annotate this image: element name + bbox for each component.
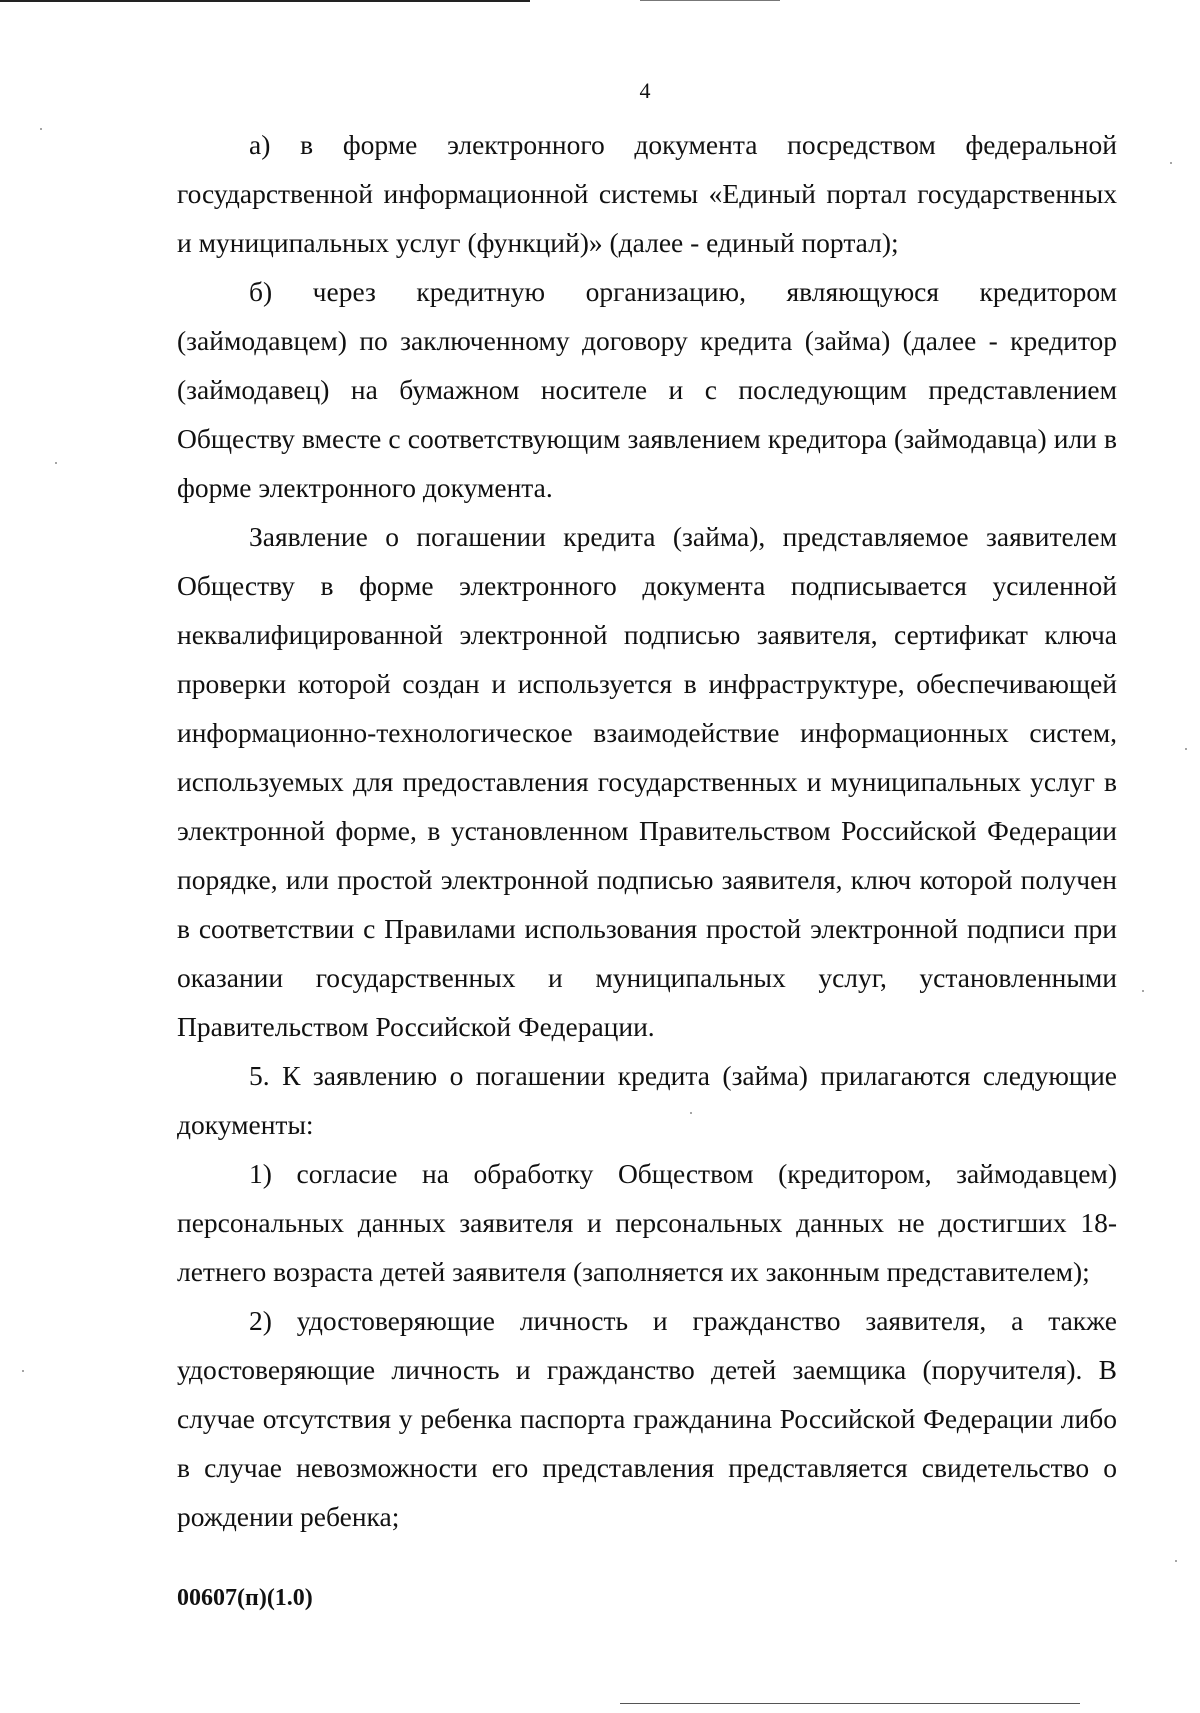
scan-edge-line (640, 0, 780, 1)
scan-speck (1142, 990, 1144, 992)
paragraph-b: б) через кредитную организацию, являющуюся кредитором (займодавцем) по заключенному договору кредита (займа) (далее - кредитор (займодавец) на бумажном носителе и с последующим представлением Обществу вместе с соответствующим заявлением кредитора (займодавца) или в форме электронного документа. (177, 276, 1117, 503)
paragraph-item-2: 2) удостоверяющие личность и гражданство заявителя, а также удостоверяющие личность и гражданство детей заемщика (поручителя). В случае отсутствия у ребенка паспорта гражданина Российской Федерации либо в случае невозможности его представления представляется свидетельство о рождении ребенка; (177, 1305, 1117, 1532)
paragraph-a: а) в форме электронного документа посредством федеральной государственной информационной системы «Единый портал государственных и муниципальных услуг (функций)» (далее - единый портал); (177, 129, 1117, 258)
document-code: 00607(п)(1.0) (177, 1585, 313, 1611)
scan-speck (22, 1370, 24, 1372)
scan-speck (55, 462, 57, 464)
scan-speck (1170, 162, 1172, 164)
scan-speck (40, 128, 42, 130)
paragraph-section-5: 5. К заявлению о погашении кредита (займа) прилагаются следующие документы: (177, 1060, 1117, 1140)
scan-edge-line (0, 0, 530, 2)
scan-speck (1175, 1560, 1177, 1562)
paragraph-signature: Заявление о погашении кредита (займа), представляемое заявителем Обществу в форме электронного документа подписывается усиленной неквалифицированной электронной подписью заявителя, сертификат ключа проверки которой создан и используется в инфраструктуре, обеспечивающей информационно-технологическое взаимодействие информационных систем, используемых для предоставления государственных и муниципальных услуг в электронной форме, в установленном Правительством Российской Федерации порядке, или простой электронной подписью заявителя, ключ которой получен в соответствии с Правилами использования простой электронной подписи при оказании государственных и муниципальных услуг, установленными Правительством Российской Федерации. (177, 521, 1117, 1042)
scan-speck (1185, 748, 1187, 750)
scan-edge-line (620, 1703, 1080, 1704)
paragraph-item-1: 1) согласие на обработку Обществом (кредитором, займодавцем) персональных данных заявителя и персональных данных не достигших 18-летнего возраста детей заявителя (заполняется их законным представителем); (177, 1158, 1117, 1287)
document-body (177, 120, 1117, 1541)
page-number: 4 (639, 78, 651, 103)
